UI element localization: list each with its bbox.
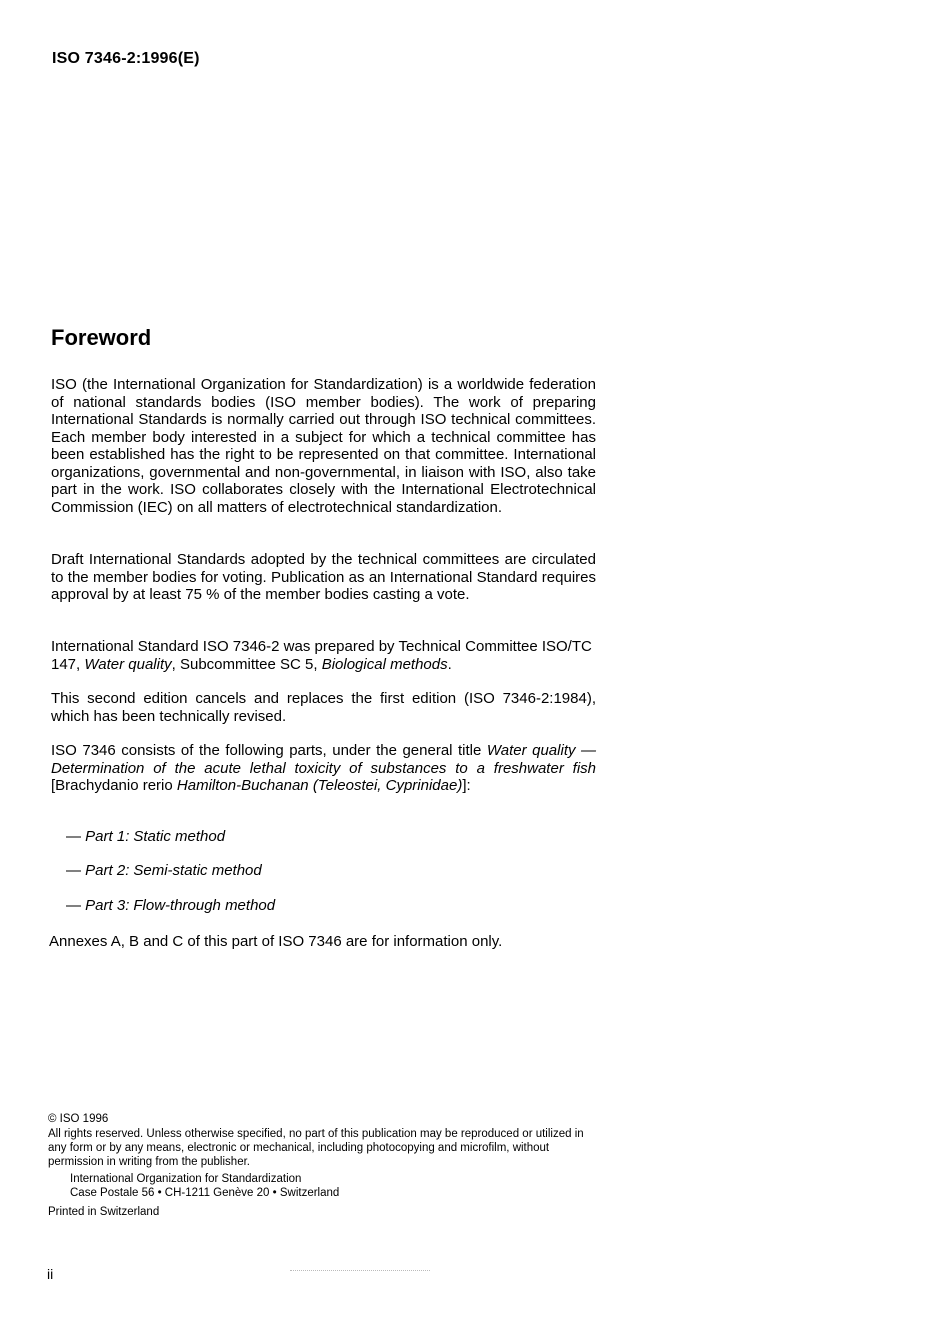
list-item — [66, 897, 275, 914]
document-id: ISO 7346-2:1996(E) — [52, 50, 200, 67]
list-item — [66, 828, 225, 845]
p3-text-a: International Standard ISO 7346-2 was prepared by Technical Committee ISO/TC 147, — [51, 638, 592, 673]
paragraph-2: Draft International Standards adopted by the technical committees are circulated to the member bodies for voting. Publication as an International Standard requires approval by at least 75 % of the member bodies casting a vote. — [51, 551, 596, 603]
footer-divider — [290, 1270, 430, 1271]
page-number: ii — [47, 1266, 54, 1282]
organization-address: Case Postale 56 • CH-1211 Genève 20 • Switzerland — [70, 1187, 340, 1199]
paragraph-6: Annexes A, B and C of this part of ISO 7346 are for information only. — [49, 933, 503, 950]
p5-general-title: Water quality — Determination of the acute lethal toxicity of substances to a freshwater fish — [51, 742, 596, 777]
paragraph-3 — [51, 638, 596, 673]
p3-text-e: . — [447, 655, 452, 673]
paragraph-4: This second edition cancels and replaces the first edition (ISO 7346-2:1984), which has been technically revised. — [51, 690, 596, 725]
part-number: Part 2: — [85, 862, 130, 879]
part-number: Part 1: — [85, 828, 130, 845]
copyright-line: © ISO 1996 — [48, 1113, 109, 1125]
printed-in: Printed in Switzerland — [48, 1206, 160, 1218]
p5-text-e: ]: — [462, 777, 471, 794]
part-title: Flow-through method — [133, 897, 276, 914]
part-title: Static method — [133, 828, 226, 845]
list-item — [66, 862, 262, 879]
part-number: Part 3: — [85, 897, 130, 914]
p3-text-c: , Subcommittee SC 5, — [171, 655, 322, 673]
list-dash: — — [66, 862, 81, 879]
p5-species-author: Hamilton-Buchanan (Teleostei, Cyprinidae) — [176, 777, 463, 794]
p5-text-c: [Brachydanio rerio — [51, 777, 177, 794]
part-title: Semi-static method — [133, 862, 262, 879]
list-dash: — — [66, 828, 81, 845]
p3-committee-title: Water quality — [84, 655, 172, 673]
rights-notice: All rights reserved. Unless otherwise specified, no part of this publication may be reproduced or utilized in any form or by any means, electronic or mechanical, including photocopying and microfilm, without permission in writing from the publisher. — [48, 1128, 584, 1168]
paragraph-1: ISO (the International Organization for Standardization) is a worldwide federation of national standards bodies (ISO member bodies). The work of preparing International Standards is normally carried out through ISO technical committees. Each member body interested in a subject for which a technical committee has been established has the right to be represented on that committee. International organizations, governmental and non-governmental, in liaison with ISO, also take part in the work. ISO collaborates closely with the International Electrotechnical Commission (IEC) on all matters of electrotechnical standardization. — [51, 376, 596, 516]
paragraph-5 — [51, 742, 596, 795]
p5-text-a: ISO 7346 consists of the following parts, under the general title — [51, 742, 487, 759]
section-title: Foreword — [51, 325, 152, 350]
p3-subcommittee-title: Biological methods — [321, 655, 448, 673]
organization-name: International Organization for Standardization — [70, 1173, 302, 1185]
list-dash: — — [66, 897, 81, 914]
